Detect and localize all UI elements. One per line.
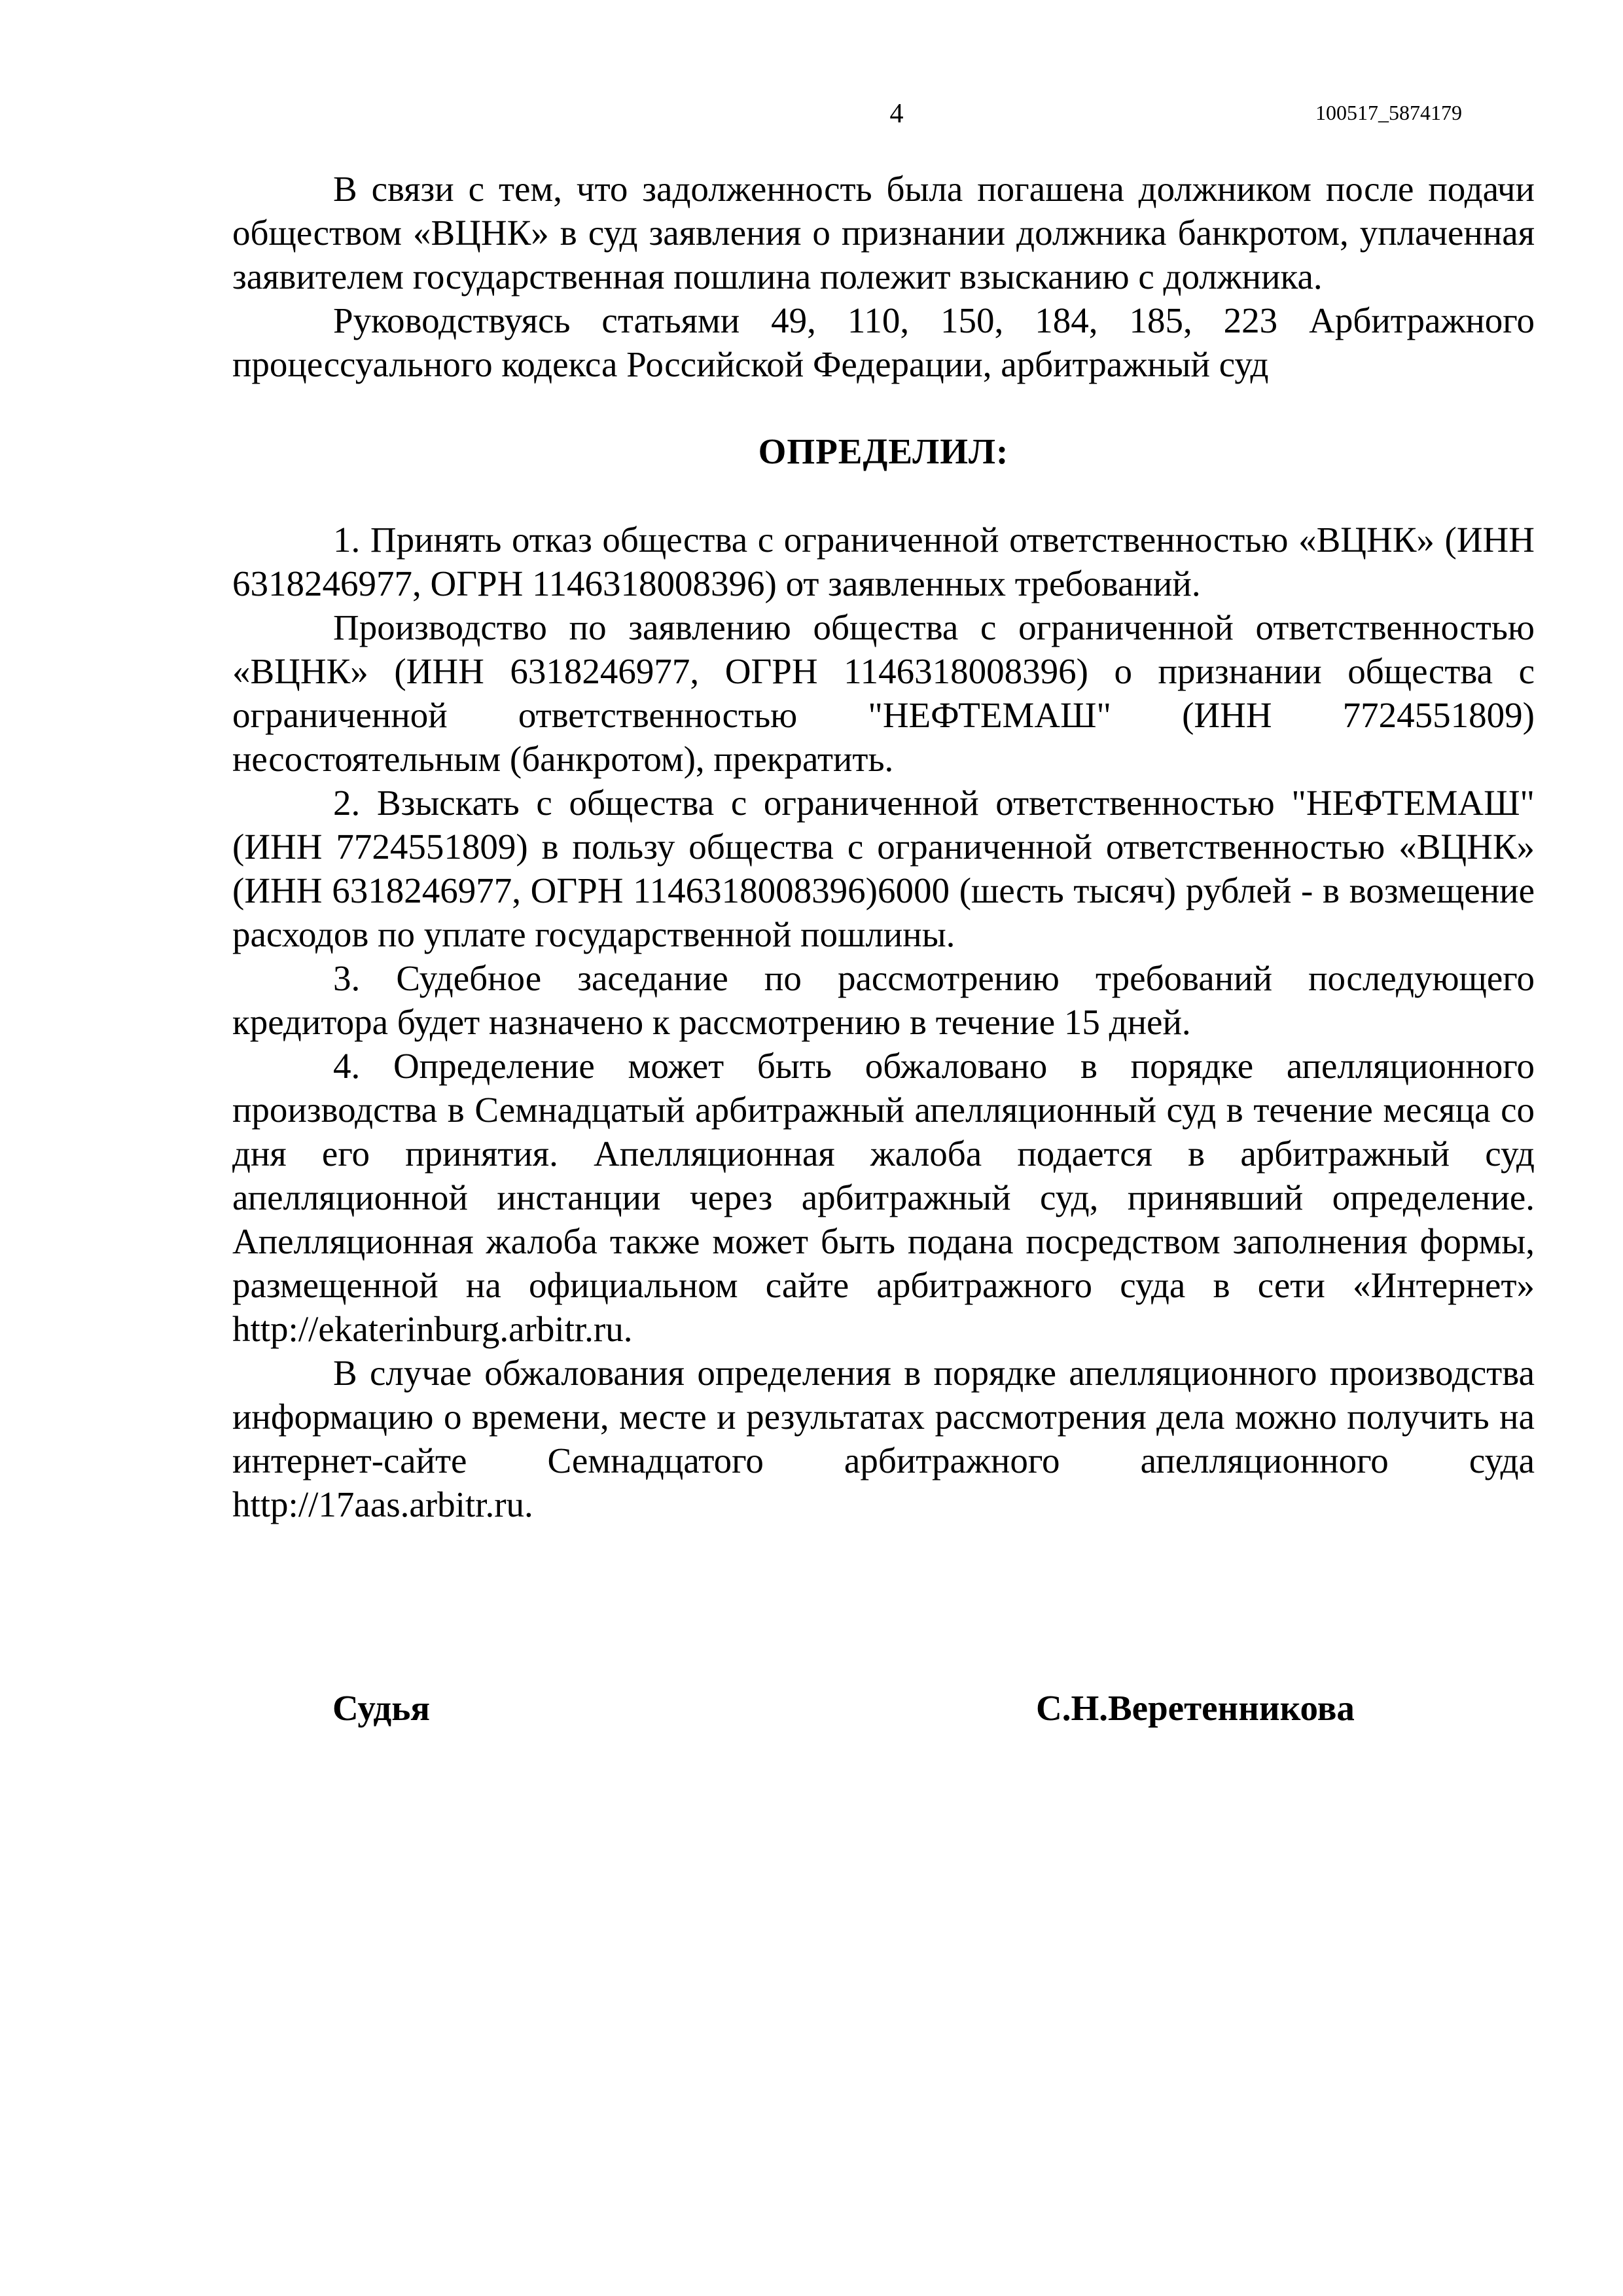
paragraph-legal-basis: Руководствуясь статьями 49, 110, 150, 184, 185, 223 Арбитражного процессуального кодекса Российской Федерации, арбитражный суд <box>232 300 1535 384</box>
paragraph-item-1: 1. Принять отказ общества с ограниченной ответственностью «ВЦНК» (ИНН 6318246977, ОГРН 1146318008396) от заявленных требований. <box>232 520 1535 603</box>
paragraph-item-2: 2. Взыскать с общества с ограниченной ответственностью "НЕФТЕМАШ" (ИНН 7724551809) в пользу общества с ограниченной ответственностью «ВЦНК» (ИНН 6318246977, ОГРН 1146318008396)6000 (шесть тысяч) рублей - в возмещение расходов по уплате государственной пошлины. <box>232 783 1535 954</box>
paragraph-item-3: 3. Судебное заседание по рассмотрению требований последующего кредитора будет назначено к рассмотрению в течение 15 дней. <box>232 958 1535 1042</box>
signature-block <box>0 1686 1623 1738</box>
judge-title: Судья <box>332 1688 431 1728</box>
case-number: 100517_5874179 <box>1315 101 1462 124</box>
paragraph-item-4: 4. Определение может быть обжаловано в порядке апелляционного производства в Семнадцатый арбитражный апелляционный суд в течение месяца со дня его принятия. Апелляционная жалоба подается в арбитражный суд апелляционной инстанции через арбитражный суд, принявший определение. Апелляционная жалоба также может быть подана посредством заполнения формы, размещенной на официальном сайте арбитражного суда в сети «Интернет» http://ekaterinburg.arbitr.ru. <box>232 1046 1535 1349</box>
document-body <box>232 167 1535 1526</box>
paragraph-appeal-info: В случае обжалования определения в порядке апелляционного производства информацию о времени, месте и результатах рассмотрения дела можно получить на интернет-сайте Семнадцатого арбитражного апелляционного суда http://17aas.arbitr.ru. <box>232 1353 1535 1524</box>
paragraph-debt-repaid: В связи с тем, что задолженность была погашена должником после подачи обществом «ВЦНК» в суд заявления о признании должника банкротом, уплаченная заявителем государственная пошлина полежит взысканию с должника. <box>232 169 1535 296</box>
paragraph-proceedings-terminated: Производство по заявлению общества с ограниченной ответственностью «ВЦНК» (ИНН 6318246977, ОГРН 1146318008396) о признании общества с ограниченной ответственностью "НЕФТЕМАШ" (ИНН 7724551809) несостоятельным (банкротом), прекратить. <box>232 607 1535 779</box>
judge-name: С.Н.Веретенникова <box>1036 1688 1355 1728</box>
ruling-heading: ОПРЕДЕЛИЛ: <box>758 431 1009 471</box>
page-number: 4 <box>889 99 904 129</box>
